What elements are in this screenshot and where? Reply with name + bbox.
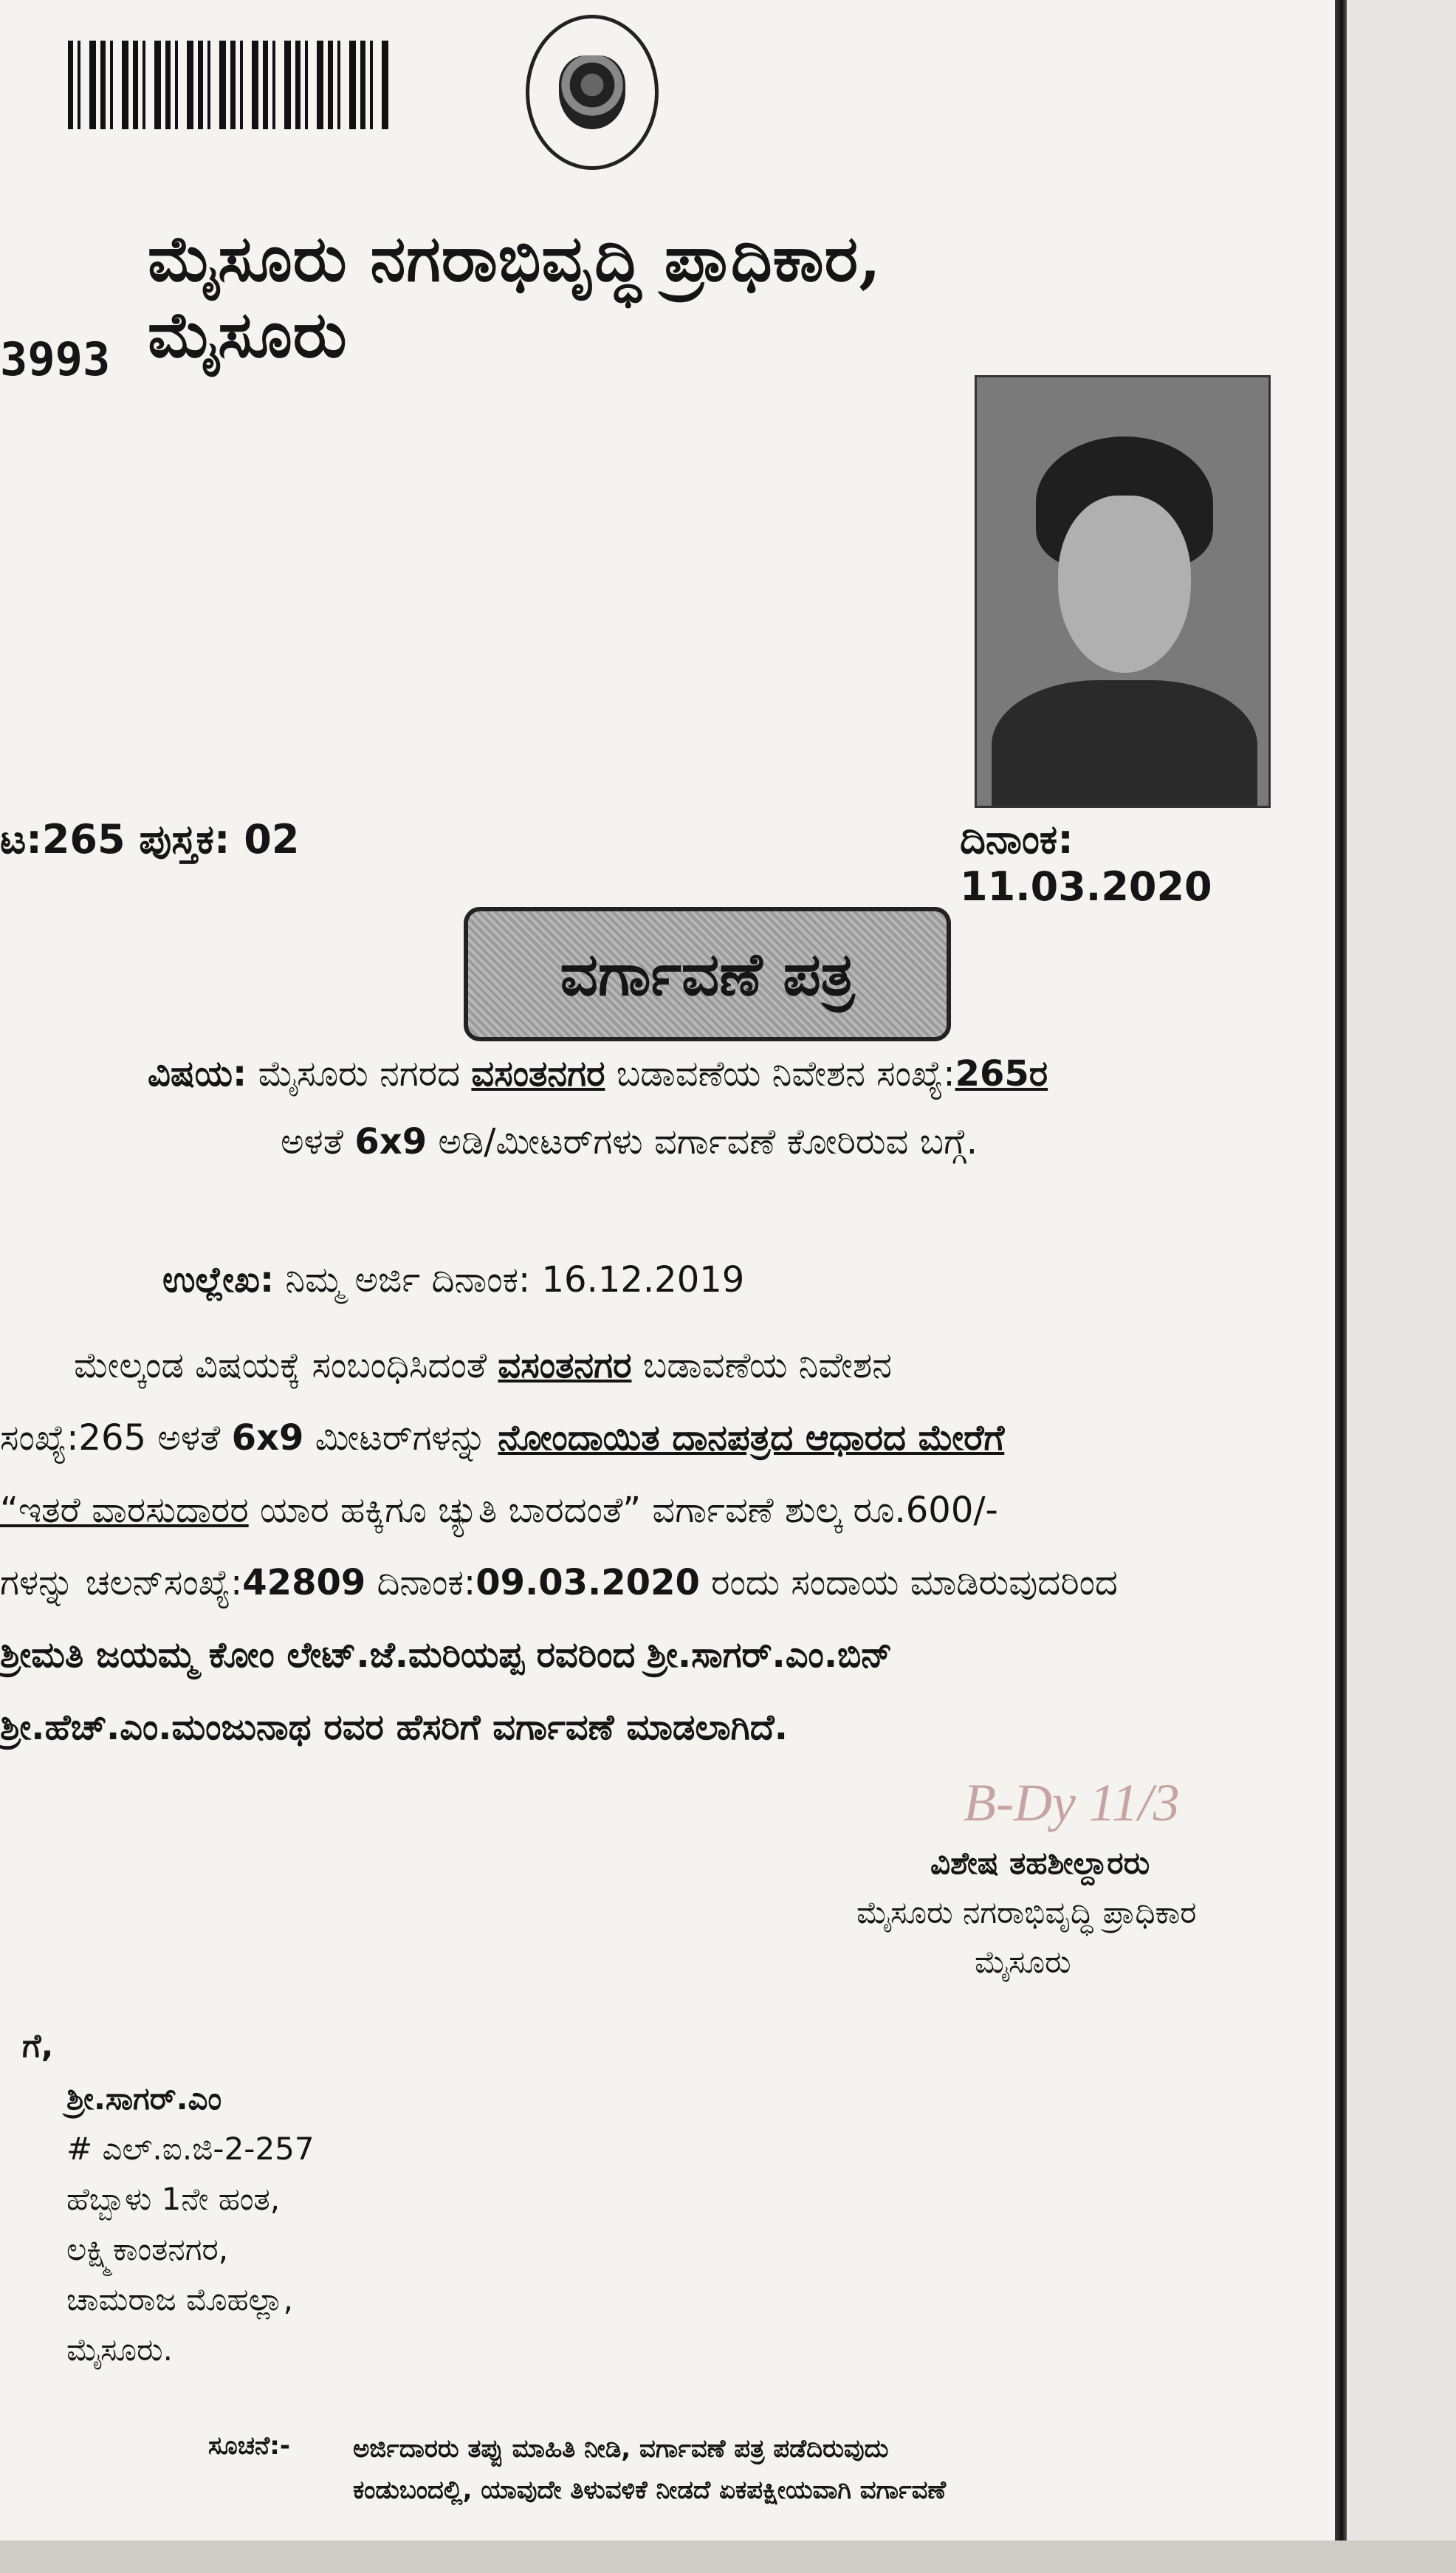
subject-block <box>148 1040 1329 1176</box>
body-deed-basis: ನೋಂದಾಯಿತ ದಾನಪತ್ರದ ಆಧಾರದ ಮೇರೆಗೆ <box>498 1417 1005 1459</box>
issue-date <box>960 816 1336 910</box>
challan-date: 09.03.2020 <box>475 1562 700 1603</box>
reference-label: ಉಲ್ಲೇಖ: <box>162 1259 275 1301</box>
body-text: ಗಳನ್ನು ಚಲನ್‌ಸಂಖ್ಯೆ: <box>0 1562 243 1603</box>
body-dimension: 6x9 <box>231 1417 304 1459</box>
body-text: ಯಾರ ಹಕ್ಕಿಗೂ ಚ್ಯುತಿ ಬಾರದಂತೆ” ವರ್ಗಾವಣೆ ಶುಲ್ಕ ರೂ.600/- <box>259 1490 998 1531</box>
date-label: ದಿನಾಂಕ: <box>960 816 1074 863</box>
handwritten-signature: B-Dy 11/3 <box>964 1773 1180 1832</box>
signatory-place: ಮೈಸೂರು <box>975 1944 1071 1980</box>
reference-line <box>162 1259 744 1301</box>
barcode <box>68 41 390 129</box>
recipient-name: ಶ್ರೀ.ಸಾಗರ್.ಎಂ <box>66 2080 222 2117</box>
emblem-seal-icon <box>526 15 659 170</box>
applicant-photo <box>975 375 1271 808</box>
page-edge <box>1335 0 1347 2541</box>
address-line: ಚಾಮರಾಜ ಮೊಹಲ್ಲಾ, <box>66 2281 294 2317</box>
body-heirs-clause: “ಇತರೆ ವಾರಸುದಾರರ <box>0 1490 249 1531</box>
date-value: 11.03.2020 <box>960 863 1212 910</box>
address-line: # ಎಲ್.ಐ.ಜಿ-2-257 <box>66 2131 315 2167</box>
challan-number: 42809 <box>242 1562 366 1603</box>
address-line: ಮೈಸೂರು. <box>66 2332 174 2368</box>
transferor: ಶ್ರೀಮತಿ ಜಯಮ್ಮ ಕೋಂ ಲೇಟ್.ಜೆ.ಮರಿಯಪ್ಪ ರವರಿಂದ <box>0 1634 636 1676</box>
body-text: ಶ್ರೀ.ಹೆಚ್.ಎಂ.ಮಂಜುನಾಥ ರವರ ಹೆಸರಿಗೆ ವರ್ಗಾವಣೆ ಮಾಡಲಾಗಿದೆ. <box>0 1707 788 1748</box>
signatory-title: ವಿಶೇಷ ತಹಶೀಲ್ದಾರರು <box>930 1845 1150 1881</box>
body-text: ಸಂಖ್ಯೆ:265 ಅಳತೆ <box>0 1417 221 1459</box>
subject-text: ಅಳತೆ <box>281 1121 344 1162</box>
document-title: ಮೈಸೂರು ನಗರಾಭಿವೃದ್ಧಿ ಪ್ರಾಧಿಕಾರ, ಮೈಸೂರು <box>148 222 882 372</box>
letter-type-banner: ವರ್ಗಾವಣೆ ಪತ್ರ <box>464 907 951 1041</box>
body-text: ದಿನಾಂಕ: <box>377 1562 476 1603</box>
note-label: ಸೂಚನೆ:- <box>208 2431 290 2461</box>
address-line: ಲಕ್ಷ್ಮಿಕಾಂತನಗರ, <box>66 2231 229 2267</box>
subject-site-number: 265ರ <box>955 1053 1048 1094</box>
body-text: ಮೀಟರ್‌ಗಳನ್ನು <box>315 1417 487 1459</box>
note-line: ಅರ್ಜಿದಾರರು ತಪ್ಪು ಮಾಹಿತಿ ನೀಡಿ, ವರ್ಗಾವಣೆ ಪತ್ರ ಪಡೆದಿರುವುದು <box>353 2434 889 2464</box>
recipient-to: ಗೆ, <box>22 2027 54 2065</box>
background-right <box>1347 0 1456 2541</box>
register-reference: ಟ:265 ಪುಸ್ತಕ: 02 <box>0 816 300 863</box>
subject-text: ಬಡಾವಣೆಯ ನಿವೇಶನ ಸಂಖ್ಯೆ: <box>616 1053 955 1094</box>
transferee: ಶ್ರೀ.ಸಾಗರ್.ಎಂ.ಬಿನ್ <box>646 1634 893 1676</box>
recipient-address <box>66 2074 315 2375</box>
body-paragraph <box>0 1329 1322 1764</box>
body-layout-name: ವಸಂತನಗರ <box>498 1345 632 1386</box>
reference-text: ನಿಮ್ಮ ಅರ್ಜಿ ದಿನಾಂಕ: 16.12.2019 <box>285 1259 745 1301</box>
body-text: ಬಡಾವಣೆಯ ನಿವೇಶನ <box>642 1345 892 1386</box>
body-text: ರಂದು ಸಂದಾಯ ಮಾಡಿರುವುದರಿಂದ <box>711 1562 1118 1603</box>
signatory-org: ಮೈಸೂರು ನಗರಾಭಿವೃದ್ಧಿ ಪ್ರಾಧಿಕಾರ <box>856 1894 1197 1930</box>
subject-text: ಅಡಿ/ಮೀಟರ್‌ಗಳು ವರ್ಗಾವಣೆ ಕೋರಿರುವ ಬಗ್ಗೆ. <box>438 1121 978 1162</box>
subject-dimension: 6x9 <box>354 1121 427 1162</box>
address-line: ಹೆಬ್ಬಾಳು 1ನೇ ಹಂತ, <box>66 2181 281 2217</box>
reference-number: 3993 <box>0 332 111 386</box>
note-line: ಕಂಡುಬಂದಲ್ಲಿ, ಯಾವುದೇ ತಿಳುವಳಿಕೆ ನೀಡದೆ ಏಕಪಕ್ಷೀಯವಾಗಿ ವರ್ಗಾವಣೆ <box>353 2476 947 2505</box>
note-text <box>353 2428 1313 2511</box>
subject-label: ವಿಷಯ: <box>148 1053 247 1094</box>
subject-text: ಮೈಸೂರು ನಗರದ <box>258 1053 461 1094</box>
body-text: ಮೇಲ್ಕಂಡ ವಿಷಯಕ್ಕೆ ಸಂಬಂಧಿಸಿದಂತೆ <box>74 1345 487 1386</box>
subject-layout-name: ವಸಂತನಗರ <box>471 1053 605 1094</box>
scan-bottom-strip <box>0 2541 1456 2573</box>
